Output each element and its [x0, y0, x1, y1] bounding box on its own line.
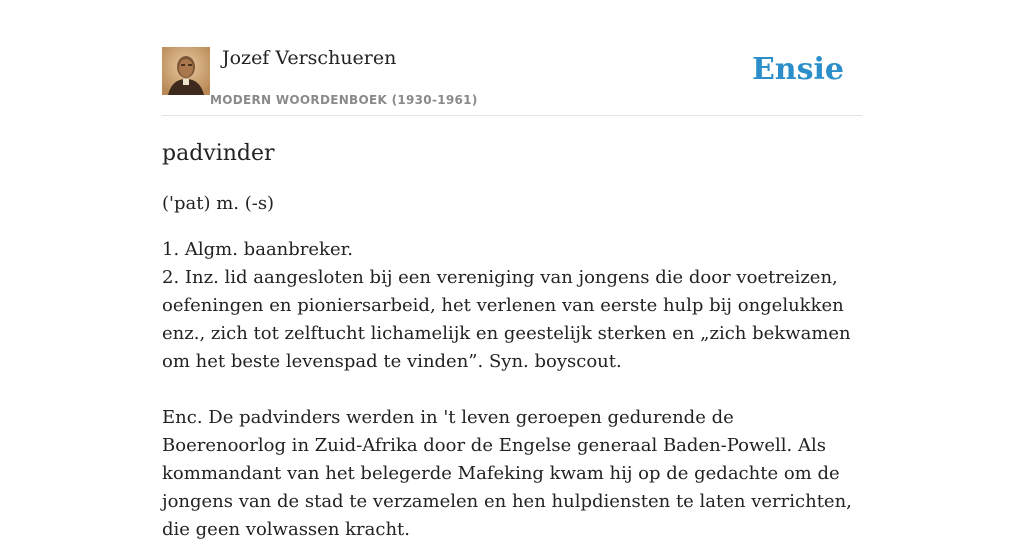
headword: padvinder	[162, 141, 275, 166]
page-header	[162, 46, 862, 116]
definition-1: 1. Algm. baanbreker.	[162, 239, 353, 260]
pronunciation: ('pat) m. (-s)	[162, 193, 275, 214]
paragraph-spacer	[162, 376, 862, 404]
source-label[interactable]: MODERN WOORDENBOEK (1930-1961)	[210, 93, 478, 107]
author-name[interactable]: Jozef Verschueren	[222, 47, 397, 69]
definition-2: 2. Inz. lid aangesloten bij een vereniging van jongens die door voetreizen, oefeningen en pioniersarbeid, het verlenen van eerste hulp bij ongelukken enz., zich tot zelftucht lichamelijk en geestelijk sterken en „zich bekwamen om het beste levenspad te vinden”. Syn. boyscout.	[162, 267, 851, 372]
portrait-photo-icon	[162, 47, 210, 95]
entry-content	[162, 138, 862, 544]
ensie-logo[interactable]: Ensie	[751, 52, 844, 87]
author-avatar[interactable]	[162, 47, 210, 95]
encyclopedia-text: Enc. De padvinders werden in 't leven geroepen gedurende de Boerenoorlog in Zuid-Afrika door de Engelse generaal Baden-Powell. Als kommandant van het belegerde Mafeking kwam hij op de gedachte om de jongens van de stad te verzamelen en hen hulpdiensten te laten verrichten, die geen volwassen kracht.	[162, 407, 852, 540]
